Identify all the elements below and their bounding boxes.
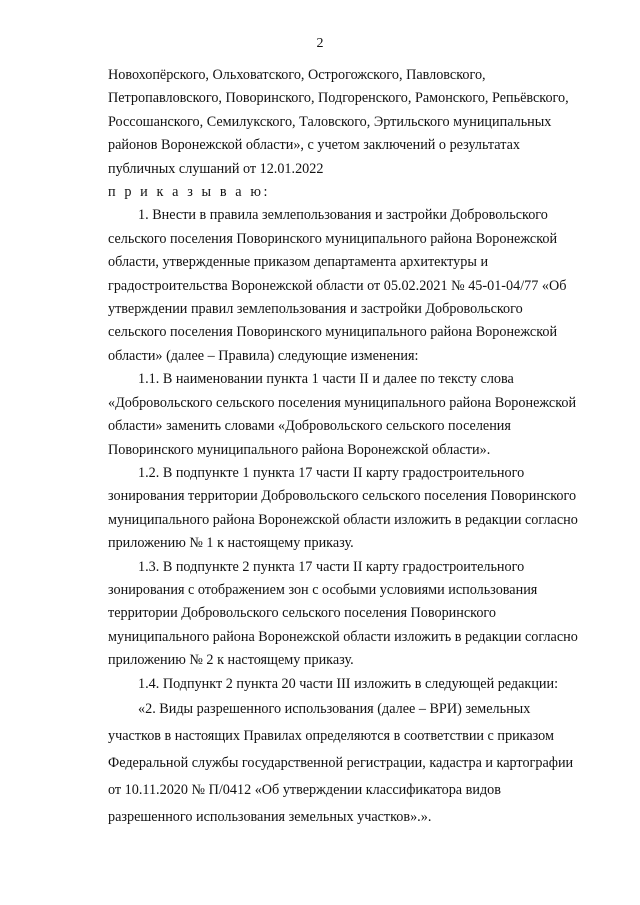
- text-line: приложению № 2 к настоящему приказу.: [108, 652, 354, 669]
- text-line: градостроительства Воронежской области от 05.02.2021 № 45-01-04/77 «Об: [108, 277, 567, 294]
- text-line: публичных слушаний от 12.01.2022: [108, 160, 324, 177]
- text-line: Россошанского, Семилукского, Таловского, Эртильского муниципальных: [108, 113, 552, 130]
- item-1-2-paragraph: [108, 462, 588, 556]
- text-line: районов Воронежской области», с учетом заключений о результатах: [108, 137, 520, 154]
- text-line: 1.1. В наименовании пункта 1 части II и далее по тексту слова: [138, 371, 514, 388]
- text-line: территории Добровольского сельского поселения Поворинского: [108, 605, 496, 622]
- text-line: сельского поселения Поворинского муниципального района Воронежской: [108, 324, 558, 341]
- item-1-4-paragraph: [108, 673, 588, 696]
- text-line: 1.2. В подпункте 1 пункта 17 части II карту градостроительного: [138, 464, 525, 481]
- text-line: области, утвержденные приказом департамента архитектуры и: [108, 254, 489, 271]
- text-line: утверждении правил землепользования и застройки Добровольского: [108, 301, 523, 318]
- text-line: Поворинского муниципального района Воронежской области».: [108, 441, 491, 458]
- text-line: Федеральной службы государственной регистрации, кадастра и картографии: [108, 754, 574, 771]
- text-line: разрешенного использования земельных участков».».: [108, 808, 432, 825]
- text-line: области» (далее – Правила) следующие изменения:: [108, 347, 419, 364]
- prikazyvayu-heading: п р и к а з ы в а ю:: [108, 184, 271, 201]
- text-line: приложению № 1 к настоящему приказу.: [108, 535, 354, 552]
- text-line: муниципального района Воронежской области изложить в редакции согласно: [108, 511, 578, 528]
- text-line: Петропавловского, Поворинского, Подгоренского, Рамонского, Репьёвского,: [108, 90, 569, 107]
- text-line: 1. Внести в правила землепользования и застройки Добровольского: [138, 207, 548, 224]
- page-number: 2: [316, 36, 324, 51]
- document-body: [108, 64, 588, 831]
- text-line: 1.3. В подпункте 2 пункта 17 части II карту градостроительного: [138, 558, 525, 575]
- text-line: сельского поселения Поворинского муниципального района Воронежской: [108, 230, 558, 247]
- intro-paragraph: [108, 64, 588, 181]
- text-line: зонирования территории Добровольского сельского поселения Поворинского: [108, 488, 577, 505]
- text-line: от 10.11.2020 № П/0412 «Об утверждении классификатора видов: [108, 781, 501, 798]
- text-line: 1.4. Подпункт 2 пункта 20 части III изложить в следующей редакции:: [138, 675, 559, 692]
- text-line: зонирования с отображением зон с особыми условиями использования: [108, 581, 538, 598]
- quote-paragraph: [108, 696, 588, 831]
- text-line: области» заменить словами «Добровольского сельского поселения: [108, 418, 511, 435]
- text-line: «Добровольского сельского поселения муниципального района Воронежской: [108, 394, 577, 411]
- text-line: участков в настоящих Правилах определяются в соответствии с приказом: [108, 727, 554, 744]
- text-line: «2. Виды разрешенного использования (далее – ВРИ) земельных: [138, 700, 531, 717]
- text-line: Новохопёрского, Ольховатского, Острогожского, Павловского,: [108, 67, 486, 83]
- item-1-paragraph: [108, 204, 588, 368]
- item-1-1-paragraph: [108, 368, 588, 462]
- text-line: муниципального района Воронежской области изложить в редакции согласно: [108, 628, 578, 645]
- item-1-3-paragraph: [108, 556, 588, 673]
